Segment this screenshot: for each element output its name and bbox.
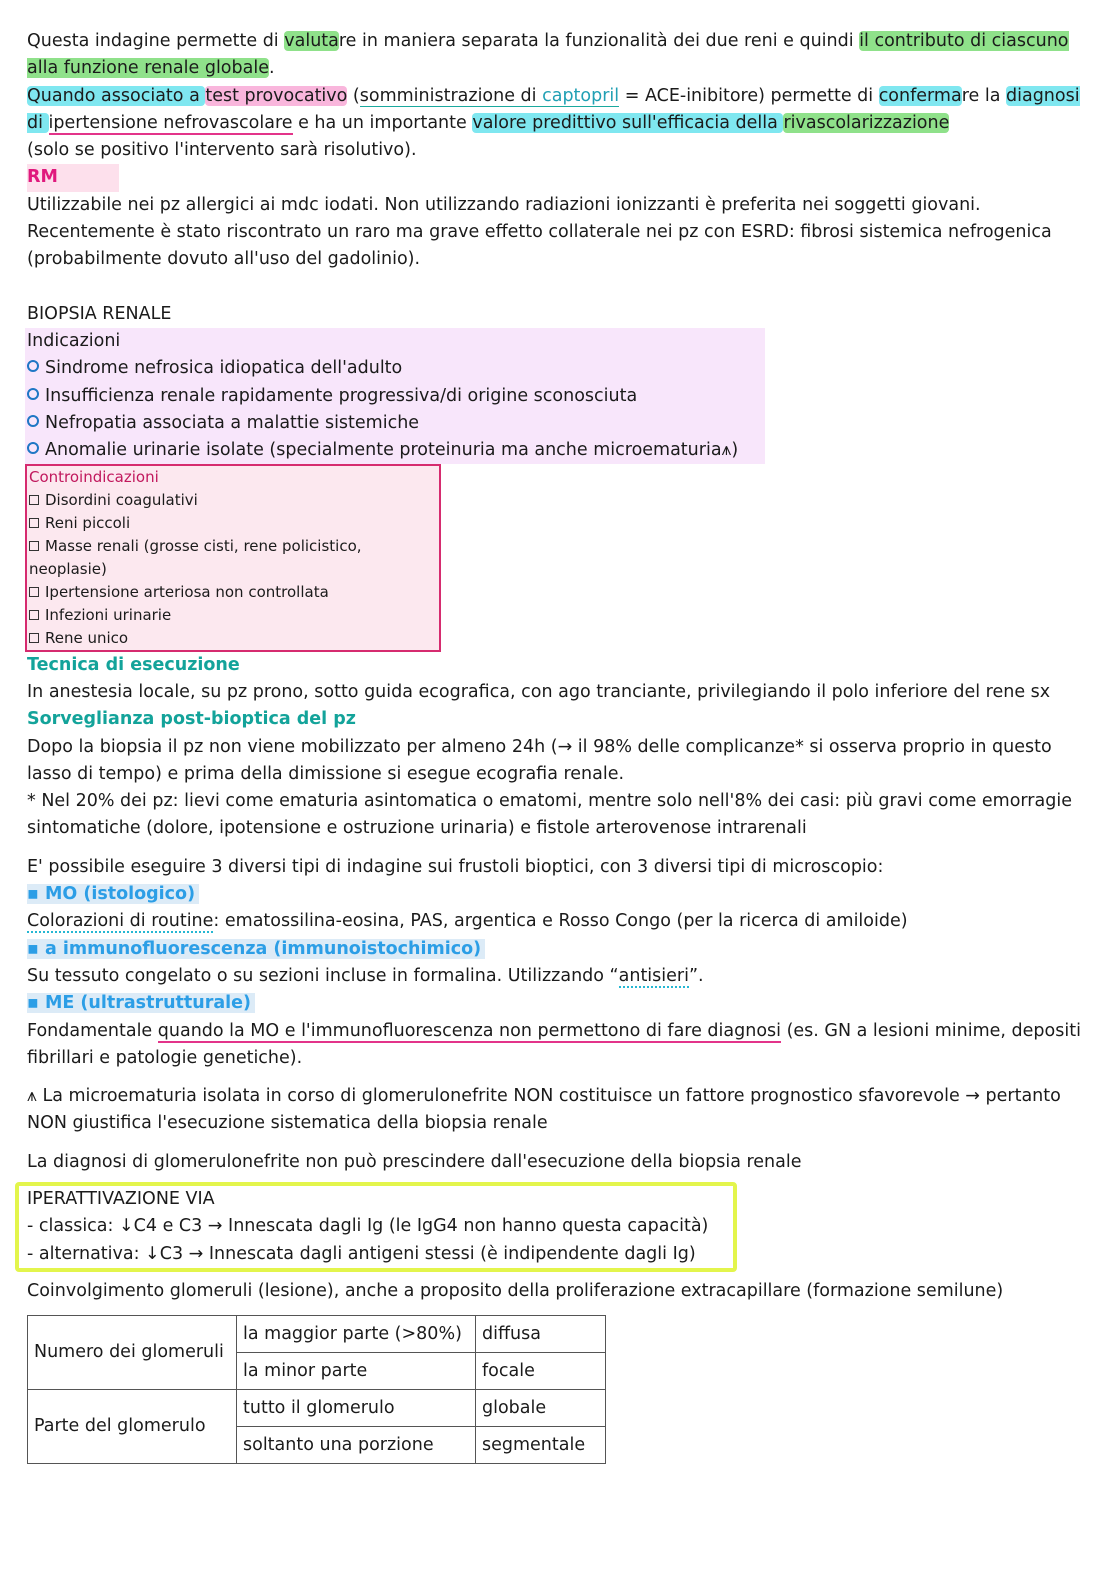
table-cell: tutto il glomerulo bbox=[237, 1390, 476, 1427]
controindicazioni-title: Controindicazioni bbox=[29, 468, 159, 487]
mo-heading: ▪ MO (istologico) bbox=[27, 881, 1097, 908]
highlight: il contributo di ciascuno alla funzione renale globale bbox=[27, 31, 1069, 79]
square-bullet-icon bbox=[29, 541, 39, 551]
square-bullet-icon bbox=[29, 610, 39, 620]
coinvolgimento-intro: Coinvolgimento glomeruli (lesione), anche a proposito della proliferazione extracapillare (formazione semilune) bbox=[27, 1280, 1004, 1301]
biopsia-title: BIOPSIA RENALE bbox=[27, 303, 172, 324]
circle-bullet-icon bbox=[27, 388, 39, 400]
document-page bbox=[27, 28, 1097, 1464]
diagnosi-gn-text: La diagnosi di glomerulonefrite non può prescindere dall'esecuzione della biopsia renale bbox=[27, 1151, 802, 1172]
indicazioni-section bbox=[25, 328, 765, 464]
circle-bullet-icon bbox=[27, 360, 39, 372]
if-heading: ▪ a immunofluorescenza (immunoistochimico) bbox=[27, 936, 1097, 963]
warning-symbol-icon: ⩚ bbox=[27, 1086, 37, 1107]
list-item: Nefropatia associata a malattie sistemiche bbox=[27, 410, 765, 437]
table-cell: soltanto una porzione bbox=[237, 1427, 476, 1464]
sorveglianza-heading: Sorveglianza post-bioptica del pz bbox=[27, 709, 356, 730]
square-bullet-icon bbox=[29, 633, 39, 643]
mo-text: Colorazioni di routine: ematossilina-eosina, PAS, argentica e Rosso Congo (per la ricerca di amiloide) bbox=[27, 911, 908, 932]
rm-paragraph-2: Recentemente è stato riscontrato un raro ma grave effetto collaterale nei pz con ESRD: fibrosi sistemica nefrogenica (probabilmente dovuto all'uso del gadolinio). bbox=[27, 222, 1052, 270]
square-bullet-icon bbox=[29, 495, 39, 505]
rm-heading: RM bbox=[27, 164, 1097, 191]
table-row bbox=[28, 1316, 606, 1353]
highlight: valore predittivo sull'efficacia della bbox=[472, 112, 784, 133]
square-bullet-icon bbox=[29, 587, 39, 597]
table-cell: focale bbox=[476, 1353, 606, 1390]
me-heading: ▪ ME (ultrastrutturale) bbox=[27, 990, 1097, 1017]
iperattivazione-box bbox=[15, 1182, 737, 1272]
controindicazioni-section bbox=[25, 464, 441, 651]
list-item: Infezioni urinarie bbox=[29, 604, 439, 627]
tecnica-heading: Tecnica di esecuzione bbox=[27, 654, 240, 675]
highlight: test provocativo bbox=[205, 85, 348, 106]
table-cell: diffusa bbox=[476, 1316, 606, 1353]
list-item: Anomalie urinarie isolate (specialmente proteinuria ma anche microematuria⩚) bbox=[27, 437, 765, 464]
table-cell: la maggior parte (>80%) bbox=[237, 1316, 476, 1353]
list-item: Masse renali (grosse cisti, rene policistico, neoplasie) bbox=[29, 537, 362, 579]
table-cell: Numero dei glomeruli bbox=[28, 1316, 237, 1390]
highlight: Quando associato a bbox=[27, 85, 206, 106]
if-text: Su tessuto congelato o su sezioni incluse in formalina. Utilizzando “antisieri”. bbox=[27, 965, 704, 986]
list-item: Rene unico bbox=[29, 627, 439, 650]
microematuria-note: ⩚ La microematuria isolata in corso di glomerulonefrite NON costituisce un fattore prognostico sfavorevole → pertanto NON giustifica l'esecuzione sistematica della biopsia renale bbox=[27, 1086, 1061, 1134]
via-classica: - classica: ↓C4 e C3 → Innescata dagli Ig (le IgG4 non hanno questa capacità) bbox=[27, 1216, 709, 1237]
me-text: Fondamentale quando la MO e l'immunofluorescenza non permettono di fare diagnosi (es. GN a lesioni minime, depositi fibrillari e patologie genetiche). bbox=[27, 1020, 1081, 1068]
warning-symbol-icon: ⩚ bbox=[721, 440, 732, 461]
list-item: Insufficienza renale rapidamente progressiva/di origine sconosciuta bbox=[27, 383, 765, 410]
table-cell: la minor parte bbox=[237, 1353, 476, 1390]
indicazioni-title: Indicazioni bbox=[27, 330, 121, 351]
list-item: Ipertensione arteriosa non controllata bbox=[29, 581, 439, 604]
highlight: valuta bbox=[284, 31, 339, 51]
rm-paragraph-1: Utilizzabile nei pz allergici ai mdc iodati. Non utilizzando radiazioni ionizzanti è preferita nei soggetti giovani. bbox=[27, 194, 981, 215]
highlight: rivascolarizzazione bbox=[783, 112, 950, 133]
indagini-intro: E' possibile eseguire 3 diversi tipi di indagine sui frustoli bioptici, con 3 diversi tipi di microscopio: bbox=[27, 856, 884, 877]
tecnica-text: In anestesia locale, su pz prono, sotto guida ecografica, con ago tranciante, privilegiando il polo inferiore del rene sx bbox=[27, 682, 1051, 702]
captopril-link[interactable]: captopril bbox=[542, 85, 620, 106]
intro-paragraph-3: (solo se positivo l'intervento sarà risolutivo). bbox=[27, 140, 417, 161]
via-alternativa: - alternativa: ↓C3 → Innescata dagli antigeni stessi (è indipendente dagli Ig) bbox=[27, 1243, 696, 1264]
highlight: conferma bbox=[878, 85, 962, 106]
list-item: Disordini coagulativi bbox=[29, 489, 439, 512]
intro-paragraph-2: Quando associato a test provocativo (somministrazione di captopril = ACE-inibitore) permette di confermare la diagnosi di ipertensione nefrovascolare e ha un importante valore predittivo sull'efficacia della rivascolarizzazione bbox=[27, 85, 1080, 133]
circle-bullet-icon bbox=[27, 442, 39, 454]
intro-paragraph-1: Questa indagine permette di valutare in maniera separata la funzionalità dei due reni e quindi il contributo di ciascuno alla funzione renale globale. bbox=[27, 31, 1069, 79]
iperattivazione-title: IPERATTIVAZIONE VIA bbox=[27, 1189, 215, 1210]
table-cell: globale bbox=[476, 1390, 606, 1427]
sorveglianza-paragraph-2: * Nel 20% dei pz: lievi come ematuria asintomatica o ematomi, mentre solo nell'8% dei casi: più gravi come emorragie sintomatiche (dolore, ipotensione e ostruzione urinaria) e fistole arterovenose intrarenali bbox=[27, 791, 1072, 839]
list-item: Sindrome nefrosica idiopatica dell'adulto bbox=[27, 355, 765, 382]
circle-bullet-icon bbox=[27, 415, 39, 427]
table-row bbox=[28, 1390, 606, 1427]
sorveglianza-paragraph-1: Dopo la biopsia il pz non viene mobilizzato per almeno 24h (→ il 98% delle complicanze* si osserva proprio in questo lasso di tempo) e prima della dimissione si esegue ecografia renale. bbox=[27, 736, 1052, 784]
table-cell: segmentale bbox=[476, 1427, 606, 1464]
coinvolgimento-table bbox=[27, 1315, 606, 1464]
list-item: Reni piccoli bbox=[29, 512, 439, 535]
table-cell: Parte del glomerulo bbox=[28, 1390, 237, 1464]
highlight: diagnosi di bbox=[27, 85, 1080, 133]
square-bullet-icon bbox=[29, 518, 39, 528]
